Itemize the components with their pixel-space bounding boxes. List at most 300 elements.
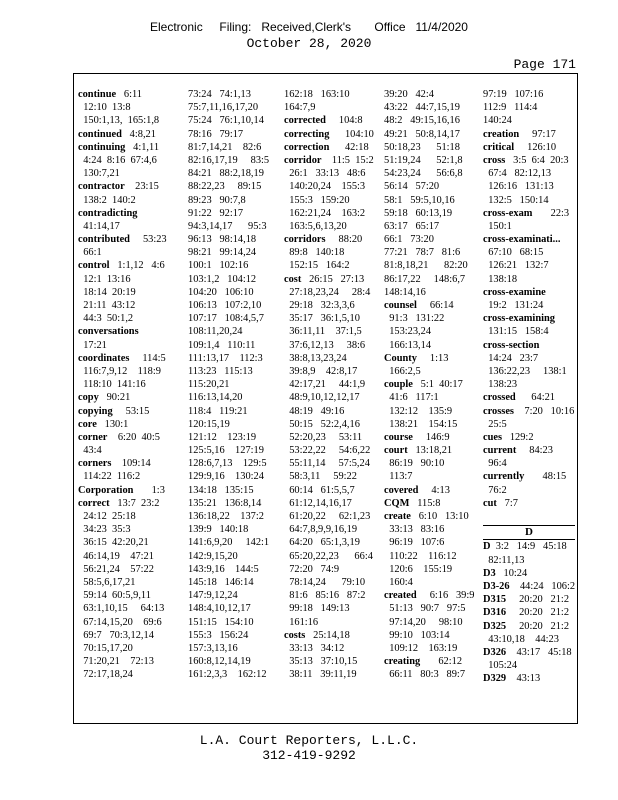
index-entry-continuation (188, 523, 268, 536)
index-references: 82:11,13 (483, 554, 525, 566)
index-term: created (384, 590, 417, 602)
index-entry-continuation (78, 194, 170, 207)
index-term: corners (78, 458, 112, 470)
index-references: 138:21 154:15 (384, 418, 458, 430)
index-entry (78, 180, 170, 193)
index-entry-continuation (284, 339, 370, 352)
index-term: cross-section (483, 339, 540, 351)
index-entry (78, 141, 170, 154)
index-references: 135:21 136:8,14 (188, 497, 262, 509)
index-references: 120:6 155:19 (384, 563, 453, 575)
index-term: control (78, 260, 110, 272)
index-references: 73:24 74:1,13 (188, 89, 251, 100)
index-entry-continuation (188, 642, 268, 655)
index-entry-continuation (284, 167, 370, 180)
index-references: 155:3 159:20 (284, 194, 350, 206)
index-entry (483, 540, 575, 553)
index-entry-continuation (78, 444, 170, 457)
index-entry (483, 497, 575, 510)
index-references: 59:14 60:5,9,11 (78, 590, 151, 602)
index-entry-continuation (78, 576, 170, 589)
index-references: 86:17,22 148:6,7 (384, 273, 466, 285)
index-references: 111:13,17 112:3 (188, 352, 263, 364)
index-entry-continuation (483, 180, 575, 193)
index-entry-continuation (78, 114, 170, 127)
index-references: 26:1 33:13 48:6 (284, 168, 366, 180)
index-references: 66:11 80:3 89:7 (384, 669, 466, 681)
filing-date: October 28, 2020 (246, 36, 372, 51)
index-entry (78, 88, 170, 101)
index-references: 104:10 (329, 128, 374, 140)
index-references: 23:15 (124, 181, 159, 193)
index-references: 1:13 (416, 352, 449, 364)
index-references: 160:4 (384, 576, 413, 588)
index-entry-continuation (384, 616, 470, 629)
index-entry (384, 510, 470, 523)
index-references: 148:14,16 (384, 286, 426, 298)
index-references: 39:20 42:4 (384, 89, 434, 100)
index-entry-continuation (483, 246, 575, 259)
index-references: 162:18 163:10 (284, 89, 350, 100)
index-references: 24:12 25:18 (78, 511, 136, 522)
index-references: 67:14,15,20 69:6 (78, 616, 162, 628)
index-entry (483, 339, 575, 352)
index-term: D315 (483, 594, 507, 606)
index-entry-continuation (188, 602, 268, 615)
index-references: 129:9,16 130:24 (188, 471, 264, 483)
index-references: 94:3,14,17 95:3 (188, 220, 267, 232)
index-entry-continuation (284, 668, 370, 681)
index-references: 97:17 (519, 128, 556, 140)
index-references: 164:7,9 (284, 102, 316, 114)
index-entry (284, 128, 374, 141)
index-references: 12:1 13:16 (78, 273, 131, 285)
index-references: 116:13,14,20 (188, 392, 243, 404)
index-term: corridor (284, 154, 322, 166)
index-term: corridors (284, 234, 326, 246)
index-references: 109:14 (111, 458, 151, 470)
index-term: corrected (284, 115, 326, 127)
index-entry-continuation (483, 418, 575, 431)
index-references: 161:16 (284, 616, 319, 628)
index-entry (384, 484, 470, 497)
index-entry (384, 299, 470, 312)
index-entry-continuation (78, 286, 170, 299)
index-references: 152:15 164:2 (284, 260, 350, 272)
index-references: 52:20,23 53:11 (284, 431, 363, 443)
index-references: 140:24 (483, 115, 512, 127)
index-term: court (384, 445, 408, 457)
index-entry-continuation (188, 180, 268, 193)
index-entry-continuation (188, 299, 268, 312)
index-term: core (78, 418, 97, 430)
index-entry-continuation (284, 391, 370, 404)
index-entry-continuation (188, 194, 268, 207)
index-references: 43:4 (78, 445, 102, 457)
index-references: 49:21 50:8,14,17 (384, 128, 460, 140)
index-entry-continuation (384, 88, 470, 101)
index-entry-continuation (384, 128, 470, 141)
index-references: 115:20,21 (188, 379, 230, 391)
index-references: 155:3 156:24 (188, 629, 249, 641)
index-entry-continuation (188, 88, 268, 101)
index-entry-continuation (483, 167, 575, 180)
index-entry-continuation (483, 325, 575, 338)
index-entry-continuation (188, 246, 268, 259)
index-references: 150:1,13, 165:1,8 (78, 115, 160, 127)
index-entry-continuation (384, 259, 470, 272)
index-references: 18:14 20:19 (78, 286, 136, 298)
index-references: 136:18,22 137:2 (188, 511, 264, 522)
index-column-3 (284, 88, 374, 681)
index-entry-continuation (284, 259, 370, 272)
index-entry-continuation (188, 286, 268, 299)
index-entry-continuation (188, 233, 268, 246)
index-entry-continuation (78, 167, 170, 180)
index-references: 36:15 42:20,21 (78, 537, 149, 549)
index-entry-continuation (384, 405, 470, 418)
index-term: D325 (483, 620, 507, 632)
index-entry-continuation (78, 312, 170, 325)
index-references: 66:1 73:20 (384, 234, 434, 246)
index-entry-continuation (384, 220, 470, 233)
index-references: 104:8 (325, 115, 363, 127)
index-references: 104:20 106:10 (188, 286, 254, 298)
index-references: 22:3 (532, 207, 570, 219)
index-references: 89:8 140:18 (284, 247, 345, 259)
index-entry-continuation (188, 444, 268, 457)
index-entry-continuation (284, 655, 370, 668)
index-entry (483, 431, 575, 444)
footer-company: L.A. Court Reporters, L.L.C. (199, 733, 419, 748)
index-entry-continuation (384, 273, 470, 286)
index-entry (384, 431, 470, 444)
index-references: 161:2,3,3 162:12 (188, 669, 267, 681)
index-entry-continuation (284, 642, 370, 655)
index-column-1 (78, 88, 170, 681)
index-references: 143:9,16 144:5 (188, 563, 259, 575)
index-entry (483, 391, 575, 404)
index-term: County (384, 352, 417, 364)
index-references: 126:21 132:7 (483, 260, 549, 272)
index-term: creation (483, 128, 520, 140)
index-references: 96:13 98:14,18 (188, 234, 257, 246)
index-entry-continuation (78, 655, 170, 668)
index-entry-continuation (483, 220, 575, 233)
index-entry-continuation (483, 659, 575, 672)
index-references: 84:23 (516, 445, 553, 457)
index-entry-continuation (483, 114, 575, 127)
index-references: 4:24 8:16 67:4,6 (78, 154, 157, 166)
index-references: 86:19 90:10 (384, 458, 445, 470)
index-entry-continuation (284, 180, 370, 193)
index-references: 142:9,15,20 (188, 550, 238, 562)
index-term: creating (384, 656, 421, 668)
index-term: cross-examining (483, 313, 555, 325)
index-entry-continuation (188, 114, 268, 127)
index-term: cut (483, 497, 497, 509)
index-entry-continuation (284, 602, 370, 615)
index-references: 39:8,9 42:8,17 (284, 365, 358, 377)
footer-phone: 312-419-9292 (262, 748, 356, 763)
index-references: 120:15,19 (188, 418, 230, 430)
index-entry-continuation (78, 378, 170, 391)
index-term: current (483, 445, 517, 457)
index-entry-continuation (78, 154, 170, 167)
index-references: 48:15 (524, 471, 567, 483)
index-entry (78, 207, 170, 220)
index-references: 6:11 (116, 89, 142, 100)
index-entry-continuation (483, 88, 575, 101)
index-references: 109:12 163:19 (384, 642, 458, 654)
index-entry-continuation (188, 141, 268, 154)
index-column-4 (384, 88, 475, 681)
index-term: D326 (483, 646, 507, 658)
index-entry-continuation (384, 246, 470, 259)
index-entry (483, 141, 575, 154)
index-references: 4:1,11 (125, 141, 160, 153)
index-entry (483, 233, 575, 246)
index-references: 140:20,24 155:3 (284, 181, 366, 193)
index-entry-continuation (483, 633, 575, 646)
index-entry-continuation (384, 141, 470, 154)
index-references: 106:13 107:2,10 (188, 300, 262, 311)
index-references: 6:16 39:9 (416, 590, 475, 602)
index-references: 113:23 115:13 (188, 365, 253, 377)
index-entry (78, 391, 170, 404)
index-references: 130:1 (96, 418, 129, 430)
index-references: 26:15 27:13 (301, 273, 365, 285)
index-references: 42:17,21 44:1,9 (284, 379, 366, 391)
index-references: 20:20 21:2 (506, 607, 570, 619)
index-entry-continuation (188, 668, 268, 681)
index-references: 166:13,14 (384, 339, 432, 351)
index-references: 61:20,22 62:1,23 (284, 511, 371, 522)
index-term: cross-examine (483, 286, 546, 298)
index-entry (483, 606, 575, 619)
index-entry-continuation (483, 554, 575, 567)
index-entry-continuation (188, 497, 268, 510)
index-term: contradicting (78, 207, 138, 219)
index-entry-continuation (284, 246, 370, 259)
index-entry-continuation (483, 273, 575, 286)
index-entry-continuation (284, 497, 370, 510)
index-term: corner (78, 431, 108, 443)
index-references: 75:7,11,16,17,20 (188, 102, 259, 114)
index-references: 33:13 83:16 (384, 524, 445, 536)
index-entry-continuation (384, 629, 470, 642)
index-entry-continuation (483, 194, 575, 207)
index-entry-continuation (78, 668, 170, 681)
index-entry (384, 378, 470, 391)
index-references: 162:21,24 163:2 (284, 207, 366, 219)
index-entry-continuation (188, 391, 268, 404)
index-references: 146:9 (412, 431, 450, 443)
index-entry-continuation (188, 457, 268, 470)
index-entry-continuation (284, 589, 370, 602)
index-entry (78, 497, 170, 510)
index-references: 112:9 114:4 (483, 102, 538, 114)
index-references: 63:17 65:17 (384, 220, 440, 232)
index-references: 82:16,17,19 83:5 (188, 154, 270, 166)
index-entry-continuation (188, 616, 268, 629)
index-entry (78, 352, 170, 365)
index-entry (284, 114, 370, 127)
index-term: currently (483, 471, 525, 483)
index-entry-continuation (78, 629, 170, 642)
index-entry-continuation (384, 167, 470, 180)
index-references: 96:19 107:6 (384, 537, 445, 549)
index-references: 89:23 90:7,8 (188, 194, 246, 206)
index-references: 25:5 (483, 418, 507, 430)
index-entry-continuation (188, 220, 268, 233)
index-references: 3:2 14:9 45:18 (490, 541, 567, 553)
index-references: 130:7,21 (78, 168, 120, 180)
index-references: 20:20 21:2 (506, 620, 570, 632)
index-entry-continuation (483, 259, 575, 272)
index-entry-continuation (78, 339, 170, 352)
index-entry-continuation (188, 101, 268, 114)
index-references: 72:20 74:9 (284, 563, 340, 575)
index-entry-continuation (284, 312, 370, 325)
index-references: 129:2 (502, 431, 534, 443)
index-references: 58:5,6,17,21 (78, 576, 136, 588)
index-references: 77:21 78:7 81:6 (384, 247, 461, 259)
index-term: crossed (483, 392, 516, 404)
index-references: 43:17 45:18 (506, 646, 572, 658)
index-entry (483, 580, 575, 593)
index-references: 131:15 158:4 (483, 326, 549, 338)
index-entry-continuation (284, 576, 370, 589)
index-references: 25:14,18 (305, 629, 350, 641)
index-entry-continuation (284, 378, 370, 391)
index-entry (483, 567, 575, 580)
index-entry-continuation (188, 365, 268, 378)
index-references: 160:8,12,14,19 (188, 656, 251, 668)
index-entry-continuation (384, 101, 470, 114)
index-entry-continuation (188, 273, 268, 286)
index-references: 88:22,23 89:15 (188, 181, 262, 193)
index-references: 11:5 15:2 (321, 154, 374, 166)
index-entry-continuation (284, 405, 370, 418)
index-entry-continuation (78, 563, 170, 576)
index-entry-continuation (384, 668, 470, 681)
index-term: D316 (483, 607, 507, 619)
index-entry-continuation (384, 602, 470, 615)
index-references: 50:15 52:2,4,16 (284, 418, 360, 430)
index-references: 64:7,8,9,9,16,19 (284, 524, 358, 536)
index-entry-continuation (384, 286, 470, 299)
index-entry-continuation (384, 563, 470, 576)
index-references: 138:2 140:2 (78, 194, 136, 206)
index-entry-continuation (483, 457, 575, 470)
index-references: 151:15 154:10 (188, 616, 254, 628)
index-entry-continuation (188, 128, 268, 141)
index-term: continued (78, 128, 122, 140)
index-term: crosses (483, 405, 514, 417)
index-entry (284, 233, 370, 246)
index-references: 81:7,14,21 82:6 (188, 141, 262, 153)
index-term: cost (284, 273, 302, 285)
index-entry-continuation (78, 536, 170, 549)
index-references: 13:18,21 (407, 445, 453, 457)
index-references: 150:1 (483, 220, 512, 232)
index-entry-continuation (284, 101, 370, 114)
index-references: 67:10 68:15 (483, 247, 544, 259)
index-frame (73, 73, 578, 724)
index-references: 147:9,12,24 (188, 590, 238, 602)
index-entry-continuation (188, 312, 268, 325)
index-references: 43:13 (506, 673, 541, 685)
index-entry-continuation (78, 550, 170, 563)
index-term: copying (78, 405, 113, 417)
index-term: correct (78, 497, 110, 509)
index-term: couple (384, 379, 413, 391)
index-references: 78:16 79:17 (188, 128, 244, 140)
index-references: 141:6,9,20 142:1 (188, 537, 270, 549)
index-references: 54:23,24 56:6,8 (384, 168, 463, 180)
page-number: Page 171 (513, 57, 576, 72)
index-references: 121:12 123:19 (188, 431, 257, 443)
index-entry (483, 593, 575, 606)
index-references: 163:5,6,13,20 (284, 220, 347, 232)
index-references: 84:21 88:2,18,19 (188, 168, 264, 180)
index-entry-continuation (188, 259, 268, 272)
index-entry-continuation (384, 457, 470, 470)
index-entry (78, 457, 170, 470)
index-references: 4:13 (418, 484, 450, 496)
index-references: 118:10 141:16 (78, 379, 146, 391)
index-references: 53:15 (112, 405, 150, 417)
index-term: continuing (78, 141, 126, 153)
index-entry-continuation (384, 325, 470, 338)
index-references: 139:9 140:18 (188, 524, 249, 536)
index-term: cross-exam (483, 207, 533, 219)
index-references: 6:10 13:10 (410, 511, 469, 522)
index-entry-continuation (483, 101, 575, 114)
index-references: 138:18 (483, 273, 518, 285)
index-references: 125:5,16 127:19 (188, 445, 264, 457)
index-references: 157:3,13,16 (188, 642, 238, 654)
index-references: 35:17 36:1,5,10 (284, 313, 360, 325)
index-references: 41:14,17 (78, 220, 120, 232)
index-references: 76:2 (483, 484, 507, 496)
index-references: 145:18 146:14 (188, 576, 254, 588)
index-references: 3:5 6:4 20:3 (505, 154, 569, 166)
index-entry-continuation (188, 352, 268, 365)
index-entry (78, 405, 170, 418)
index-term: contractor (78, 181, 125, 193)
index-references: 51:13 90:7 97:5 (384, 603, 466, 615)
index-references: 51:19,24 52:1,8 (384, 154, 463, 166)
index-entry-continuation (188, 339, 268, 352)
index-term: continue (78, 89, 117, 100)
index-entry-continuation (284, 470, 370, 483)
index-column-5 (483, 88, 575, 685)
index-references: 46:14,19 47:21 (78, 550, 154, 562)
index-entry-continuation (384, 391, 470, 404)
index-references: 29:18 32:3,3,6 (284, 300, 355, 311)
index-entry-continuation (384, 154, 470, 167)
index-entry (284, 141, 370, 154)
index-entry-continuation (284, 418, 370, 431)
index-entry-continuation (384, 470, 470, 483)
index-references: 75:24 76:1,10,14 (188, 115, 264, 127)
index-references: 114:5 (129, 352, 166, 364)
index-entry-continuation (384, 207, 470, 220)
index-entry-continuation (384, 233, 470, 246)
index-references: 50:18,23 51:18 (384, 141, 460, 153)
